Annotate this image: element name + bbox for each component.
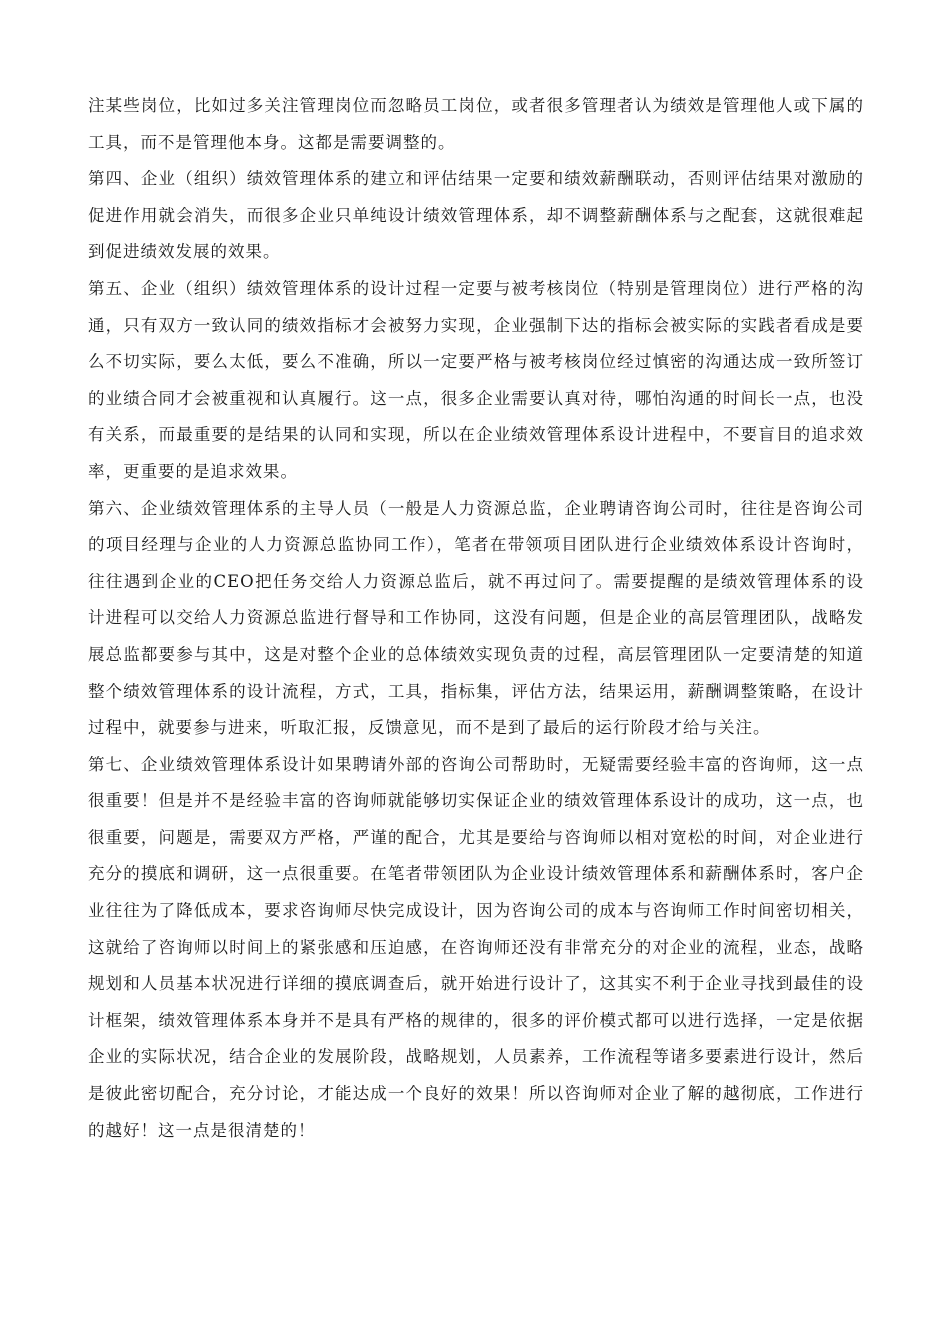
paragraph-point-six: 第六、企业绩效管理体系的主导人员（一般是人力资源总监，企业聘请咨询公司时，往往是咨询公司的项目经理与企业的人力资源总监协同工作），笔者在带领项目团队进行企业绩效体系设计咨询时，往往遇到企业的CEO把任务交给人力资源总监后，就不再过问了。需要提醒的是绩效管理体系的设计进程可以交给人力资源总监进行督导和工作协同，这没有问题，但是企业的高层管理团队，战略发展总监都要参与其中，这是对整个企业的总体绩效实现负责的过程，高层管理团队一定要清楚的知道整个绩效管理体系的设计流程，方式，工具，指标集，评估方法，结果运用，薪酬调整策略，在设计过程中，就要参与进来，听取汇报，反馈意见，而不是到了最后的运行阶段才给与关注。	[88, 498, 864, 738]
paragraph-point-five: 第五、企业（组织）绩效管理体系的设计过程一定要与被考核岗位（特别是管理岗位）进行严格的沟通，只有双方一致认同的绩效指标才会被努力实现，企业强制下达的指标会被实际的实践者看成是要么不切实际，要么太低，要么不准确，所以一定要严格与被考核岗位经过慎密的沟通达成一致所签订的业绩合同才会被重视和认真履行。这一点，很多企业需要认真对待，哪怕沟通的时间长一点，也没有关系，而最重要的是结果的认同和实现，所以在企业绩效管理体系设计进程中，不要盲目的追求效率，更重要的是追求效果。	[88, 278, 864, 481]
paragraph-point-four: 第四、企业（组织）绩效管理体系的建立和评估结果一定要和绩效薪酬联动，否则评估结果对激励的促进作用就会消失，而很多企业只单纯设计绩效管理体系，却不调整薪酬体系与之配套，这就很难起到促进绩效发展的效果。	[88, 169, 864, 262]
document-body	[88, 88, 864, 1149]
paragraph-continuation: 注某些岗位，比如过多关注管理岗位而忽略员工岗位，或者很多管理者认为绩效是管理他人或下属的工具，而不是管理他本身。这都是需要调整的。	[88, 96, 864, 152]
paragraph-point-seven: 第七、企业绩效管理体系设计如果聘请外部的咨询公司帮助时，无疑需要经验丰富的咨询师，这一点很重要！但是并不是经验丰富的咨询师就能够切实保证企业的绩效管理体系设计的成功，这一点，也很重要，问题是，需要双方严格，严谨的配合，尤其是要给与咨询师以相对宽松的时间，对企业进行充分的摸底和调研，这一点很重要。在笔者带领团队为企业设计绩效管理体系和薪酬体系时，客户企业往往为了降低成本，要求咨询师尽快完成设计，因为咨询公司的成本与咨询师工作时间密切相关，这就给了咨询师以时间上的紧张感和压迫感，在咨询师还没有非常充分的对企业的流程，业态，战略规划和人员基本状况进行详细的摸底调查后，就开始进行设计了，这其实不利于企业寻找到最佳的设计框架，绩效管理体系本身并不是具有严格的规律的，很多的评价模式都可以进行选择，一定是依据企业的实际状况，结合企业的发展阶段，战略规划，人员素养，工作流程等诸多要素进行设计，然后是彼此密切配合，充分讨论，才能达成一个良好的效果！所以咨询师对企业了解的越彻底，工作进行的越好！这一点是很清楚的！	[88, 754, 864, 1140]
